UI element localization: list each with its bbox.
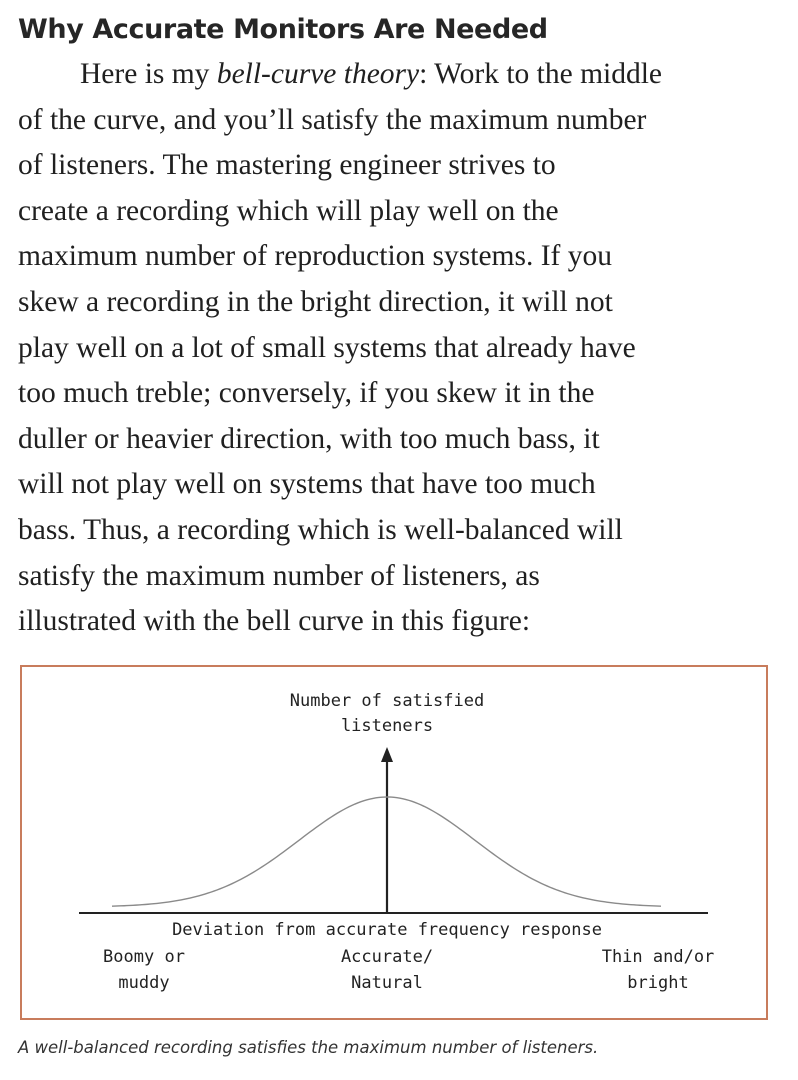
paragraph-line-6: skew a recording in the bright direction, it will not: [18, 285, 613, 318]
line-1-end: : Work to the middle: [419, 58, 663, 90]
paragraph-line-13: illustrated with the bell curve in this figure:: [18, 605, 531, 638]
y-axis-label-line-1: Number of satisfied: [289, 691, 485, 711]
paragraph-line-1: [18, 52, 788, 98]
left-label-line-2: muddy: [118, 973, 170, 993]
right-label-line-1: Thin and/or: [601, 947, 715, 967]
right-label-line-2: bright: [627, 973, 689, 993]
paragraph-line-11: bass. Thus, a recording which is well-balanced will: [18, 513, 623, 546]
paragraph-line-3: of listeners. The mastering engineer strives to: [18, 149, 556, 182]
x-axis-label: Deviation from accurate frequency response: [172, 920, 602, 940]
section-heading: Why Accurate Monitors Are Needed: [18, 14, 548, 45]
paragraph-line-8: too much treble; conversely, if you skew it in the: [18, 377, 595, 410]
bell-curve-diagram: [22, 667, 766, 1018]
paragraph-line-2: of the curve, and you’ll satisfy the maximum number: [18, 103, 647, 136]
figure-caption: A well-balanced recording satisfies the maximum number of listeners.: [18, 1038, 599, 1057]
paragraph-line-10: will not play well on systems that have too much: [18, 468, 596, 501]
bell-curve-figure: [20, 665, 768, 1020]
center-label-line-2: Natural: [351, 973, 423, 993]
paragraph-line-4: create a recording which will play well on the: [18, 194, 559, 227]
emphasis-bell-curve-theory: bell-curve theory: [216, 58, 420, 90]
line-1-start: Here is my: [80, 58, 217, 90]
y-axis-label-line-2: listeners: [340, 716, 434, 736]
left-label-line-1: Boomy or: [103, 947, 185, 967]
paragraph-line-12: satisfy the maximum number of listeners, as: [18, 559, 540, 592]
paragraph-line-9: duller or heavier direction, with too much bass, it: [18, 422, 600, 455]
paragraph-line-5: maximum number of reproduction systems. If you: [18, 240, 612, 273]
body-paragraph: [18, 52, 788, 645]
paragraph-line-7: play well on a lot of small systems that already have: [18, 331, 636, 364]
center-label-line-1: Accurate/: [340, 947, 434, 967]
y-axis-arrowhead: [381, 747, 393, 762]
